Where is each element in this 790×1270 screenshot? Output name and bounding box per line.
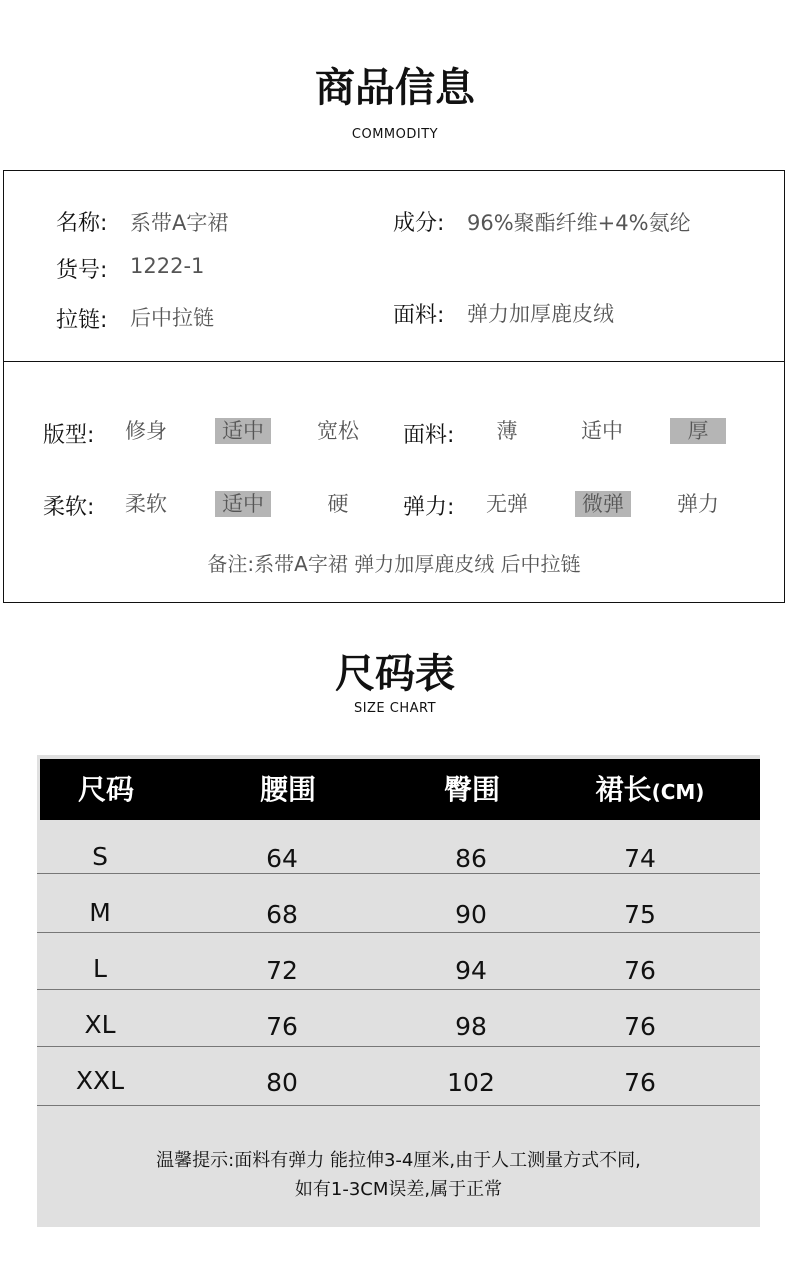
cell-hip: 102	[447, 1068, 495, 1097]
zipper-value: 后中拉链	[130, 306, 214, 330]
tip-line-1: 温馨提示:面料有弹力 能拉伸3-4厘米,由于人工测量方式不同,	[156, 1150, 641, 1171]
fit-option-loose: 宽松	[317, 419, 359, 443]
cell-waist: 80	[266, 1068, 298, 1097]
cell-length: 74	[624, 844, 656, 873]
softness-option-hard: 硬	[327, 492, 349, 516]
thickness-option-thin: 薄	[496, 419, 518, 443]
header-length-unit: (CM)	[651, 780, 705, 804]
header-waist: 腰围	[259, 773, 316, 806]
composition-value: 96%聚酯纤维+4%氨纶	[467, 211, 691, 235]
thickness-label: 面料:	[403, 423, 455, 448]
item-no-label: 货号:	[56, 258, 108, 283]
thickness-option-medium: 适中	[581, 419, 623, 443]
cell-size: XL	[84, 1010, 116, 1039]
cell-size: S	[92, 842, 108, 871]
cell-length: 76	[624, 1012, 656, 1041]
row-divider	[37, 989, 760, 990]
header-size: 尺码	[77, 773, 134, 806]
remark-note: 备注:系带A字裙 弹力加厚鹿皮绒 后中拉链	[207, 552, 581, 576]
softness-label: 柔软:	[43, 495, 95, 520]
row-divider	[37, 1105, 760, 1106]
cell-length: 75	[624, 900, 656, 929]
name-label: 名称:	[56, 211, 108, 236]
softness-option-medium: 适中	[215, 491, 271, 517]
fabric-label: 面料:	[393, 303, 445, 328]
row-divider	[37, 873, 760, 874]
cell-length: 76	[624, 956, 656, 985]
stretch-option-slight: 微弹	[575, 491, 631, 517]
thickness-option-thick: 厚	[670, 418, 726, 444]
cell-hip: 98	[455, 1012, 487, 1041]
name-value: 系带A字裙	[130, 211, 229, 235]
cell-size: L	[93, 954, 107, 983]
attributes-box	[3, 361, 785, 603]
stretch-option-stretchy: 弹力	[677, 492, 719, 516]
zipper-label: 拉链:	[56, 308, 108, 333]
cell-size: XXL	[75, 1066, 125, 1095]
info-title: 商品信息	[315, 65, 475, 111]
cell-waist: 72	[266, 956, 298, 985]
cell-hip: 86	[455, 844, 487, 873]
cell-size: M	[89, 898, 111, 927]
header-length-label: 裙长	[595, 773, 652, 806]
row-divider	[37, 932, 760, 933]
header-hip: 臀围	[443, 773, 500, 806]
composition-label: 成分:	[393, 211, 445, 236]
info-subtitle: COMMODITY	[351, 127, 439, 142]
row-divider	[37, 1046, 760, 1047]
size-subtitle: SIZE CHART	[353, 701, 437, 716]
cell-waist: 68	[266, 900, 298, 929]
softness-option-soft: 柔软	[125, 492, 167, 516]
cell-hip: 90	[455, 900, 487, 929]
cell-length: 76	[624, 1068, 656, 1097]
stretch-option-none: 无弹	[486, 492, 528, 516]
cell-waist: 64	[266, 844, 298, 873]
fabric-value: 弹力加厚鹿皮绒	[467, 302, 614, 326]
size-title: 尺码表	[335, 651, 455, 697]
fit-option-regular: 适中	[215, 418, 271, 444]
fit-label: 版型:	[43, 423, 95, 448]
header-length	[550, 759, 750, 823]
fit-option-slim: 修身	[125, 419, 167, 443]
size-table-header	[40, 759, 760, 820]
cell-waist: 76	[266, 1012, 298, 1041]
tip-line-2: 如有1-3CM误差,属于正常	[294, 1179, 503, 1200]
stretch-label: 弹力:	[403, 495, 455, 520]
info-box	[3, 170, 785, 362]
item-no-value: 1222-1	[130, 254, 205, 278]
cell-hip: 94	[455, 956, 487, 985]
